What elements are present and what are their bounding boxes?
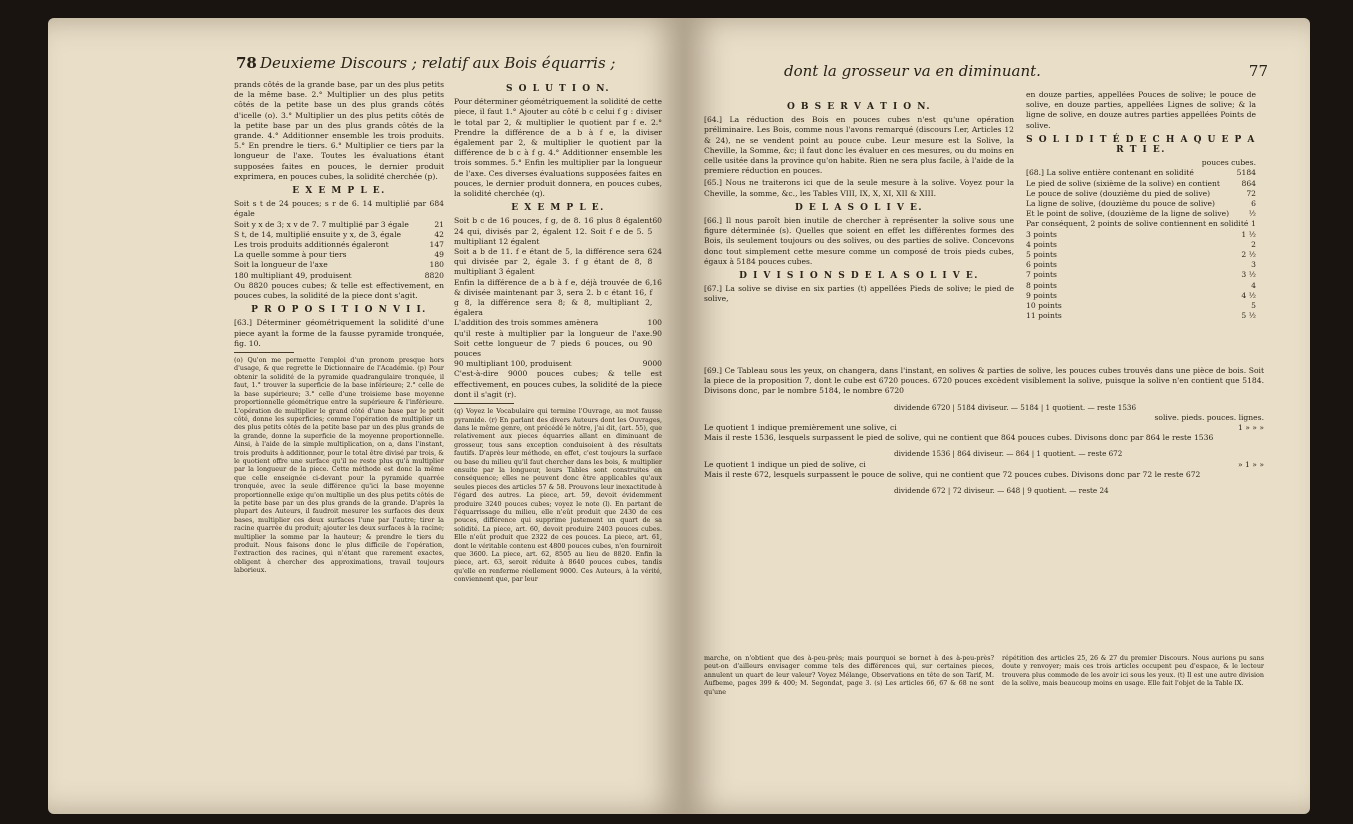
left-column-1 <box>234 80 444 577</box>
table-row: Le pied de solive (sixième de la solive) en contient 864 <box>1026 178 1256 188</box>
division-2: dividende 1536 | 864 diviseur. — 864 | 1 quotient. — reste 672 <box>894 449 1123 459</box>
conclusion-2: C'est-à-dire 9000 pouces cubes; & telle est effectivement, en pouces cubes, la solidité de la piece dont il s'agit (r). <box>454 369 662 399</box>
calc-list-2 <box>454 216 662 369</box>
calc-row: Soit a b de 11. f e étant de 5, la différence sera 6 qui divisée par 2, égale 3. f g étant de 8, 8 multipliant 3 égalent 24 <box>454 247 662 277</box>
calc-row: L'addition des trois sommes amènera 100 <box>454 318 662 328</box>
solive-heading: D E L A S O L I V E. <box>794 202 924 213</box>
table-row: 7 points 3 ½ <box>1026 270 1256 280</box>
exemple-heading-2: E X E M P L E. <box>511 203 605 214</box>
calc-row: Les trois produits additionnés égaleront 147 <box>234 240 444 250</box>
remainder-paragraph-1: Mais il reste 1536, lesquels surpassent le pied de solive, qui ne contient que 864 pouces cubes. Divisons donc par 864 le reste 1536 <box>704 433 1214 443</box>
division-3: dividende 672 | 72 diviseur. — 648 | 9 quotient. — reste 24 <box>894 486 1109 496</box>
table-row: 9 points 4 ½ <box>1026 290 1256 300</box>
right-footnotes-2: répétition des articles 25, 26 & 27 du premier Discours. Nous aurions pu sans doute y renvoyer; mais ces trois articles occupent peu d'espace, & le lecteur trouvera plus commode de les avoir ici sous les yeux. (t) Il est une autre division de la solive, mais beaucoup moins en usage. Elle fait l'objet de la Table IX. <box>1002 654 1264 688</box>
table-row: 4 points 2 <box>1026 239 1256 249</box>
table-row: 10 points 5 <box>1026 301 1256 311</box>
table-row: [68.] La solive entière contenant en solidité 5184 <box>1026 168 1256 178</box>
quotient-row: Le quotient 1 indique premièrement une solive, ci 1 » » » <box>704 423 1264 433</box>
remainder-paragraph-2: Mais il reste 672, lesquels surpassent le pouce de solive, qui ne contient que 72 pouces cubes. Divisons donc par 72 le reste 672 <box>704 469 1201 479</box>
paragraph-69: [69.] Ce Tableau sous les yeux, on changera, dans l'instant, en solives & parties de solive, les pouces cubes trouvés dans une pièce de bois. Soit la piece de la proposition 7, dont le cube est 6720 pouces. 6720 pouces excèdent visiblement la solive, puisque la solive n'en contient que 5184. Divisons donc, par le nombre 5184, le nombre 6720 <box>704 366 1264 396</box>
table-row: 3 points 1 ½ <box>1026 229 1256 239</box>
exemple-heading: E X E M P L E. <box>292 186 386 197</box>
paragraph-65: [65.] Nous ne traiterons ici que de la seule mesure à la solive. Voyez pour la Cheville, la somme, &c., les Tables VIII, IX, X, XI, XII & XIII. <box>704 178 1014 198</box>
conclusion: Ou 8820 pouces cubes; & telle est effectivement, en pouces cubes, la solidité de la piece dont s'agit. <box>234 280 444 301</box>
paragraph-64: [64.] La réduction des Bois en pouces cubes n'est qu'une opération préliminaire. Les Bois, comme nous l'avons remarqué (discours I.er, Articles 12 & 24), ne se vendent point au pouce cube. Leur mesure est la Solive, la Cheville, la Somme, &c; il faut donc les évaluer en ces mesures, ou du moins en celle usitée dans la province qu'on habite. Rien ne sera plus facile, à l'aide de la premiere réduction en pouces. <box>704 115 1014 176</box>
divider <box>454 403 514 404</box>
intro-paragraph-2: en douze parties, appellées Pouces de solive; le pouce de solive, en douze parties, appellées Lignes de solive; & la ligne de solive, en douze autres parties appellées Points de solive. <box>1026 90 1256 130</box>
divisions-heading: D I V I S I O N S D E L A S O L I V E. <box>739 271 979 282</box>
paragraph-67: [67.] La solive se divise en six parties (t) appellées Pieds de solive; le pied de solive, <box>704 284 1014 304</box>
calc-row: Soit s t de 24 pouces; s r de 6. 14 multiplié par 6 égale 84 <box>234 199 444 219</box>
division-1: dividende 6720 | 5184 diviseur. — 5184 | 1 quotient. — reste 1536 <box>894 402 1137 412</box>
table-row: Par conséquent, 2 points de solive contiennent en solidité 1 <box>1026 219 1256 229</box>
table-row: Et le point de solive, (douzième de la ligne de solive) ½ <box>1026 209 1256 219</box>
right-page <box>684 18 1310 814</box>
calc-row: Soit y x de 3; x v de 7. 7 multiplié par 3 égale 21 <box>234 219 444 229</box>
right-column-1 <box>704 98 1014 307</box>
running-head-left: Deuxieme Discours ; relatif aux Bois équarris ; <box>260 54 616 72</box>
divider <box>234 352 294 353</box>
right-full-width-section <box>704 366 1264 496</box>
table-row: 11 points 5 ½ <box>1026 311 1256 321</box>
table-row: 6 points 3 <box>1026 260 1256 270</box>
running-head-right: dont la grosseur va en diminuant. <box>784 62 1041 80</box>
table-row: La ligne de solive, (douzième du pouce de solive) 6 <box>1026 199 1256 209</box>
calc-row: Soit b c de 16 pouces, f g, de 8. 16 plus 8 égalent 24 qui, divisés par 2, égalent 12. Soit f e de 5. 5 multipliant 12 égalent 60 <box>454 216 662 246</box>
page-number-left: 78 <box>236 54 257 72</box>
right-column-2 <box>1026 90 1256 321</box>
calc-row: S t, de 14, multiplié ensuite y x, de 3, égale 42 <box>234 229 444 239</box>
units-header: solive. pieds. pouces. lignes. <box>1154 412 1264 422</box>
calc-row: La quelle somme à pour tiers 49 <box>234 250 444 260</box>
solution-heading: S O L U T I O N. <box>506 84 610 94</box>
right-footnotes-1: marche, on n'obtient que des à-peu-près; mais pourquoi se bornet à des à-peu-près? peut-on d'ailleurs envisager comme tels des différences qui, sur certaines pieces, annulent un quart de leur valeur? Voyez Mélange, Observations en tête de son Tarif, M. Aufbeme, pages 399 & 400; M. Segondat, page 3. (s) Les articles 66, 67 & 68 ne sont qu'une <box>704 654 994 696</box>
calc-list <box>234 199 444 281</box>
calc-row: Soit la longueur de l'axe 180 <box>234 260 444 270</box>
solidite-heading: S O L I D I T É D E C H A Q U E P A R T I E. <box>1026 134 1256 156</box>
calc-row: Enfin la différence de a b à f e, déjà trouvée de 6, & divisée maintenant par 3, sera 2. b c étant 16, f g 8, la différence sera 8; & 8, multipliant 2, égalera 16 <box>454 277 662 318</box>
page-number-right: 77 <box>1248 62 1268 80</box>
table-row: Le pouce de solive (douzième du pied de solive) 72 <box>1026 188 1256 198</box>
observation-heading: O B S E R V A T I O N. <box>786 102 932 112</box>
calc-row: 90 multipliant 100, produisent 9000 <box>454 359 662 369</box>
quotient-row: Le quotient 1 indique un pied de solive, ci » 1 » » <box>704 459 1264 469</box>
paragraph-66: [66.] Il nous paroît bien inutile de chercher à représenter la solive sous une figure déterminée (s). Quelles que soient en effet les différentes formes des Bois, ils seulement toujours ou des solives, ou des parties de solive. Concevons donc tout simplement cette mesure comme un composé de trois pieds cubes, égaux à 5184 pouces cubes. <box>704 216 1014 266</box>
table-row: 8 points 4 <box>1026 280 1256 290</box>
parts-table <box>1026 168 1256 321</box>
proposition-text: [63.] Déterminer géométriquement la solidité d'une piece ayant la forme de la fausse pyramide tronquée, fig. 10. <box>234 318 444 348</box>
footnotes-left: (o) Qu'on me permette l'emploi d'un pronom presque hors d'usage, & que regrette le Dictionnaire de l'Académie. (p) Pour obtenir la solidité de la pyramide quadrangulaire tronquée, il faut, 1.° trouver la superficie de la base inférieure; 2.° celle de la base supérieure; 3.° celle d'une troisieme base moyenne proportionnelle géométrique entre la supérieure & l'inférieure. L'opération de multiplier le grand côté d'une base par le petit côté, donne les superficies; comme l'opération de multiplier un des plus petits côtés de la petite base par un des plus grands de la grande, donne la superficie de la moyenne proportionnelle. Ainsi, à l'aide de la simple multiplication, on a, dans l'instant, trois produits à additionner, pour le total être divisé par trois, & le quotient offre une surface qu'il ne reste plus qu'à multiplier par la longueur de la piece. Cette méthode est donc la même que celle enseignée ci-devant pour la pyramide quarrée tronquée, avec la seule différence qu'ici la base moyenne proportionnelle exige qu'on multiplie un des plus petits côtés de la petite base par un des plus grands de la grande. D'après la plupart des Auteurs, il faudroit mesurer les surfaces des deux bases, multiplier ces deux surfaces l'une par l'autre; tirer la racine quarrée du produit; ajouter les deux surfaces à la racine; multiplier la somme par la hauteur; & prendre le tiers du produit. Nous faisons donc le plus difficile de l'opération, l'extraction des racines, qui n'étant que rarement exactes, obligent à chercher des approximations, travail toujours laborieux. <box>234 356 444 575</box>
table-row: 5 points 2 ½ <box>1026 250 1256 260</box>
left-column-2 <box>454 80 662 586</box>
open-book <box>48 18 1310 814</box>
proposition-heading: P R O P O S I T I O N V I I. <box>251 305 427 316</box>
unit-label: pouces cubes. <box>1201 158 1256 168</box>
solution-text: Pour déterminer géométriquement la solidité de cette piece, il faut 1.° Ajouter au côté b c celui f g : diviser le total par 2, & multiplier le quotient par f e. 2.° Prendre la différence de a b à f e, la diviser également par 2, & multiplier le quotient par la différence de b c à f g. 4.° Additionner ensemble les trois sommes. 5.° Enfin les multiplier par la longueur de l'axe. Ces diverses évaluations supposées faites en pouces, le dernier produit donnera, en pouces cubes, la solidité cherchée (q). <box>454 97 662 199</box>
footnotes-right-col: (q) Voyez le Vocabulaire qui termine l'Ouvrage, au mot fausse pyramide. (r) En parlant des divers Auteurs dont les Ouvrages, dans le même genre, ont précédé le nôtre, j'ai dit, (art. 55), que relativement aux pieces équarries allant en diminuant de grosseur, tous sans exception conduisoient à des résultats fautifs. D'après leur méthode, en effet, c'est toujours la surface ou base du milieu qu'il faut chercher dans les bois, & multiplier ensuite par la longueur, leurs Tables sont construites en conséquence; elles ne peuvent donc être applicables qu'aux seules pieces des articles 57 & 58. Prouvons leur inexactitude à l'égard des autres. La piece, art. 59, devoit évidemment produire 3240 pouces cubes; voyez le note (l). En partant de l'équarrissage du milieu, elle n'eût produit que 2430 de ces pouces, différence qui supprime justement un quart de sa solidité. La piece, art. 60, devoit produire 2403 pouces cubes. Elle n'eût produit que 2322 de ces pouces. La piece, art. 61, dont le véritable contenu est 4800 pouces cubes, n'en fourniroit que 3600. La piece, art. 62, 8505 au lieu de 8820. Enfin la piece, art. 63, seroit réduite à 8640 pouces cubes, tandis qu'elle en renferme réellement 9000. Ces Auteurs, à la vérité, conviennent que, par leur <box>454 407 662 584</box>
intro-paragraph: prands côtés de la grande base, par un des plus petits de la même base. 2.° Multiplier un des plus petits côtés de la petite base un des plus grands côtés d'icelle (o). 3.° Multiplier un des plus petits côtés de la petite base par un des plus grands côtés de la grande. 4.° Additionner ensemble les trois produits. 5.° En prendre le tiers. 6.° Multiplier ce tiers par la longueur de l'axe. Toutes les évaluations étant supposées faites en pouces, le dernier produit exprimera, en pouces cubes, la solidité cherchée (p). <box>234 80 444 181</box>
left-page <box>48 18 684 814</box>
calc-row: qu'il reste à multiplier par la longueur de l'axe. Soit cette longueur de 7 pieds 6 pouces, ou 90 pouces 90 <box>454 328 662 359</box>
calc-row: 180 multipliant 49, produisent 8820 <box>234 270 444 280</box>
